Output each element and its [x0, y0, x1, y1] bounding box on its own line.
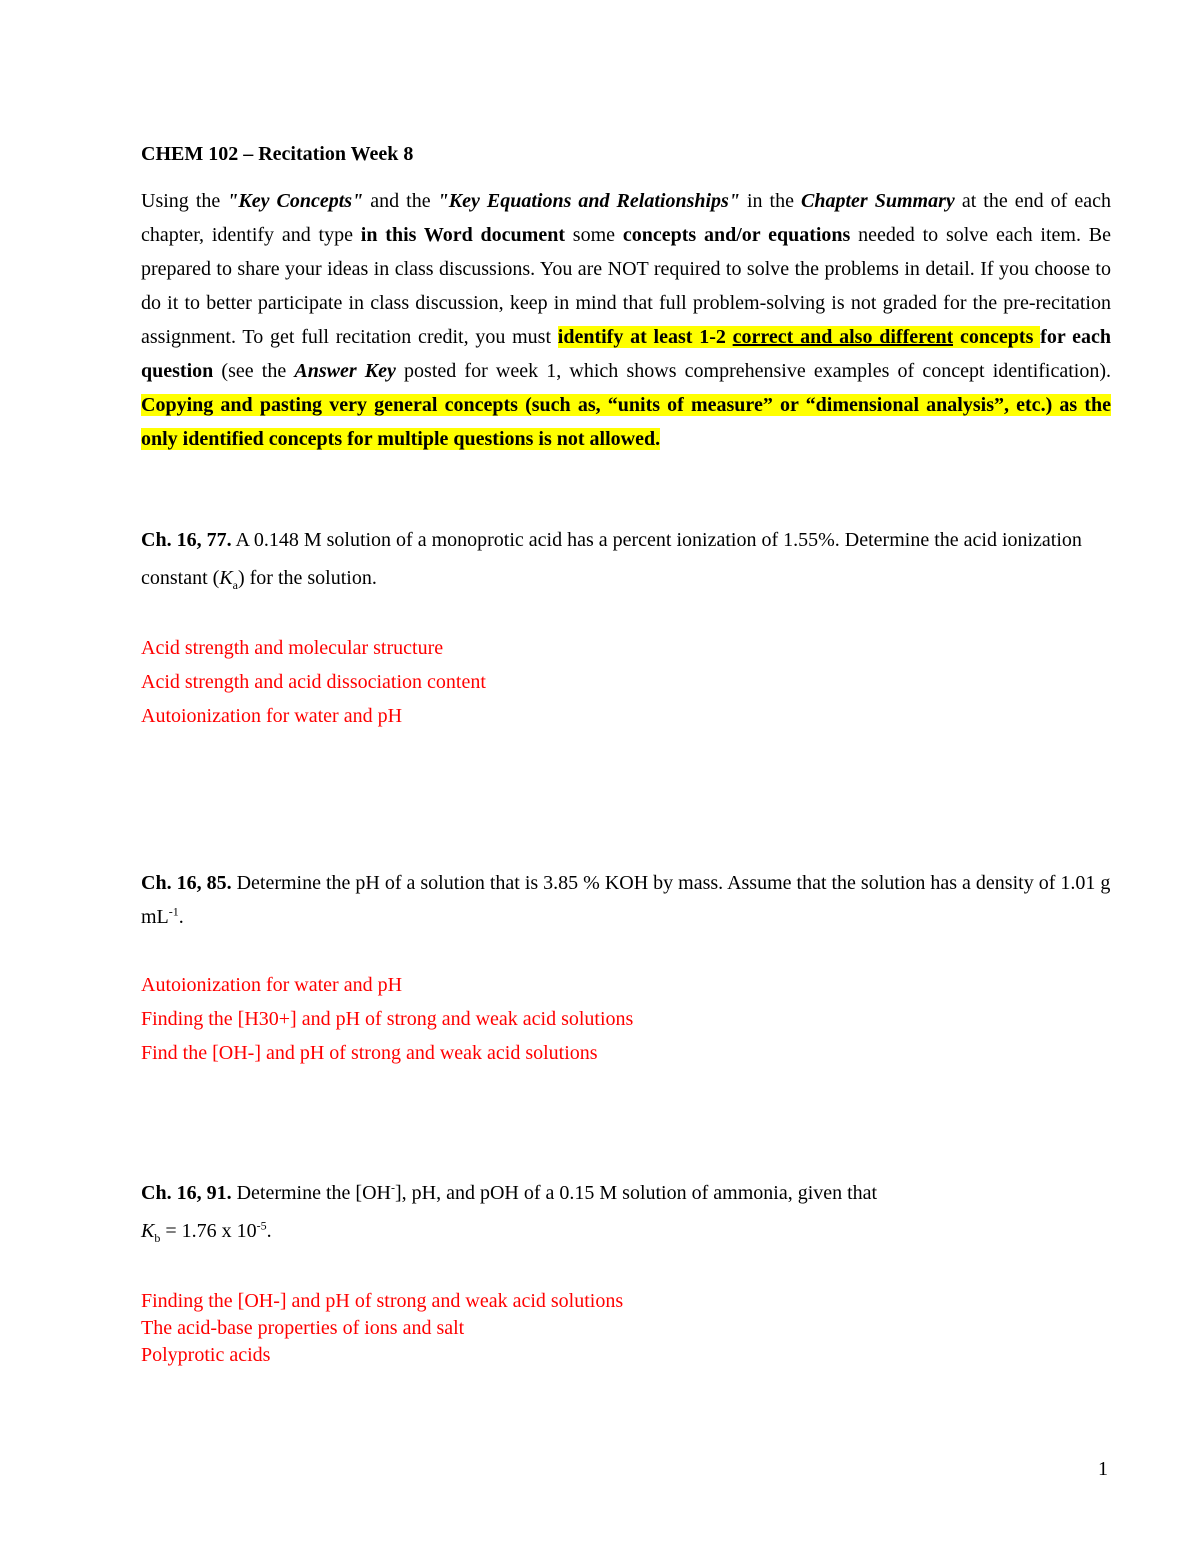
answers-91 [141, 1288, 623, 1369]
question-variable: K [219, 567, 233, 589]
question-91 [141, 1174, 1113, 1250]
instr-highlight-3: concepts [953, 326, 1041, 348]
answer-item: Finding the [H30+] and pH of strong and weak acid solutions [141, 1008, 634, 1030]
answer-item: Find the [OH-] and pH of strong and weak acid solutions [141, 1042, 598, 1064]
question-text: Determine the pH of a solution that is 3.85 % KOH by mass. Assume that the solution has a density of 1.01 g mL [141, 872, 1111, 928]
question-text: Determine the [OH [231, 1182, 391, 1204]
answers-85 [141, 968, 633, 1070]
instr-key-concepts: "Key Concepts" [227, 190, 364, 212]
page-number: 1 [1098, 1458, 1108, 1480]
question-text: . [266, 1220, 272, 1242]
instr-concepts-equations: concepts and/or equations [622, 224, 851, 246]
instr-text: at the end of each chapter, identify and type [141, 190, 1112, 246]
question-superscript: - [390, 1180, 395, 1195]
instr-in-word: in this Word document [360, 224, 565, 246]
instr-key-equations: "Key Equations and Relationships" [437, 190, 740, 212]
answer-item: The acid-base properties of ions and salt [141, 1317, 465, 1339]
answers-77 [141, 631, 486, 733]
instructions-paragraph [141, 184, 1111, 456]
instr-text: and the [363, 190, 438, 212]
question-text: = 1.76 x 10 [160, 1220, 257, 1242]
answer-item: Polyprotic acids [141, 1344, 271, 1366]
instr-highlight-2: correct and also different [732, 326, 954, 348]
instr-text: Using the [141, 190, 228, 212]
question-subscript: b [154, 1231, 161, 1245]
instr-highlight-1: identify at least 1-2 [557, 326, 733, 348]
question-text: . [178, 906, 184, 928]
answer-item: Autoionization for water and pH [141, 974, 403, 996]
instr-for-each: for each question [141, 326, 1111, 382]
instr-warning: Copying and pasting very general concepts (such as, “units of measure” or “dimensional analysis”, etc.) as the only identified concepts for multiple questions is not allowed. [141, 394, 1111, 450]
instr-text: in the [739, 190, 802, 212]
instr-text: posted for week 1, which shows comprehensive examples of concept identification). [395, 360, 1112, 382]
question-text: ) for the solution. [237, 567, 377, 589]
question-77 [141, 521, 1113, 597]
instr-text: needed to solve each item. Be prepared to share your ideas in class discussions. You are NOT required to solve the problems in detail. If you choose to do it to better participate in class discussion, keep in mind that full problem-solving is not graded for the pre-recitation assignment. To get full recitation credit, you must [141, 224, 1111, 348]
answer-item: Acid strength and acid dissociation content [141, 671, 486, 693]
question-variable: K [141, 1220, 155, 1242]
instr-text: (see the [213, 360, 295, 382]
instr-chapter-summary: Chapter Summary [801, 190, 955, 212]
answer-item: Finding the [OH-] and pH of strong and weak acid solutions [141, 1290, 624, 1312]
question-label: Ch. 16, 91. [141, 1182, 232, 1204]
question-line [141, 1212, 1113, 1250]
question-superscript: -1 [168, 904, 179, 919]
question-label: Ch. 16, 77. [141, 529, 232, 551]
answer-item: Autoionization for water and pH [141, 705, 403, 727]
question-text: ], pH, and pOH of a 0.15 M solution of ammonia, given that [394, 1182, 878, 1204]
question-85 [141, 866, 1113, 934]
question-text: A 0.148 M solution of a monoprotic acid has a percent ionization of 1.55%. Determine the acid ionization constant ( [141, 529, 1082, 589]
question-line [141, 1174, 1113, 1212]
answer-item: Acid strength and molecular structure [141, 637, 444, 659]
question-label: Ch. 16, 85. [141, 872, 232, 894]
question-superscript: -5 [256, 1218, 267, 1233]
question-subscript: a [232, 578, 238, 592]
instr-text: some [565, 224, 623, 246]
instr-answer-key: Answer Key [294, 360, 396, 382]
page-title: CHEM 102 – Recitation Week 8 [141, 143, 414, 165]
